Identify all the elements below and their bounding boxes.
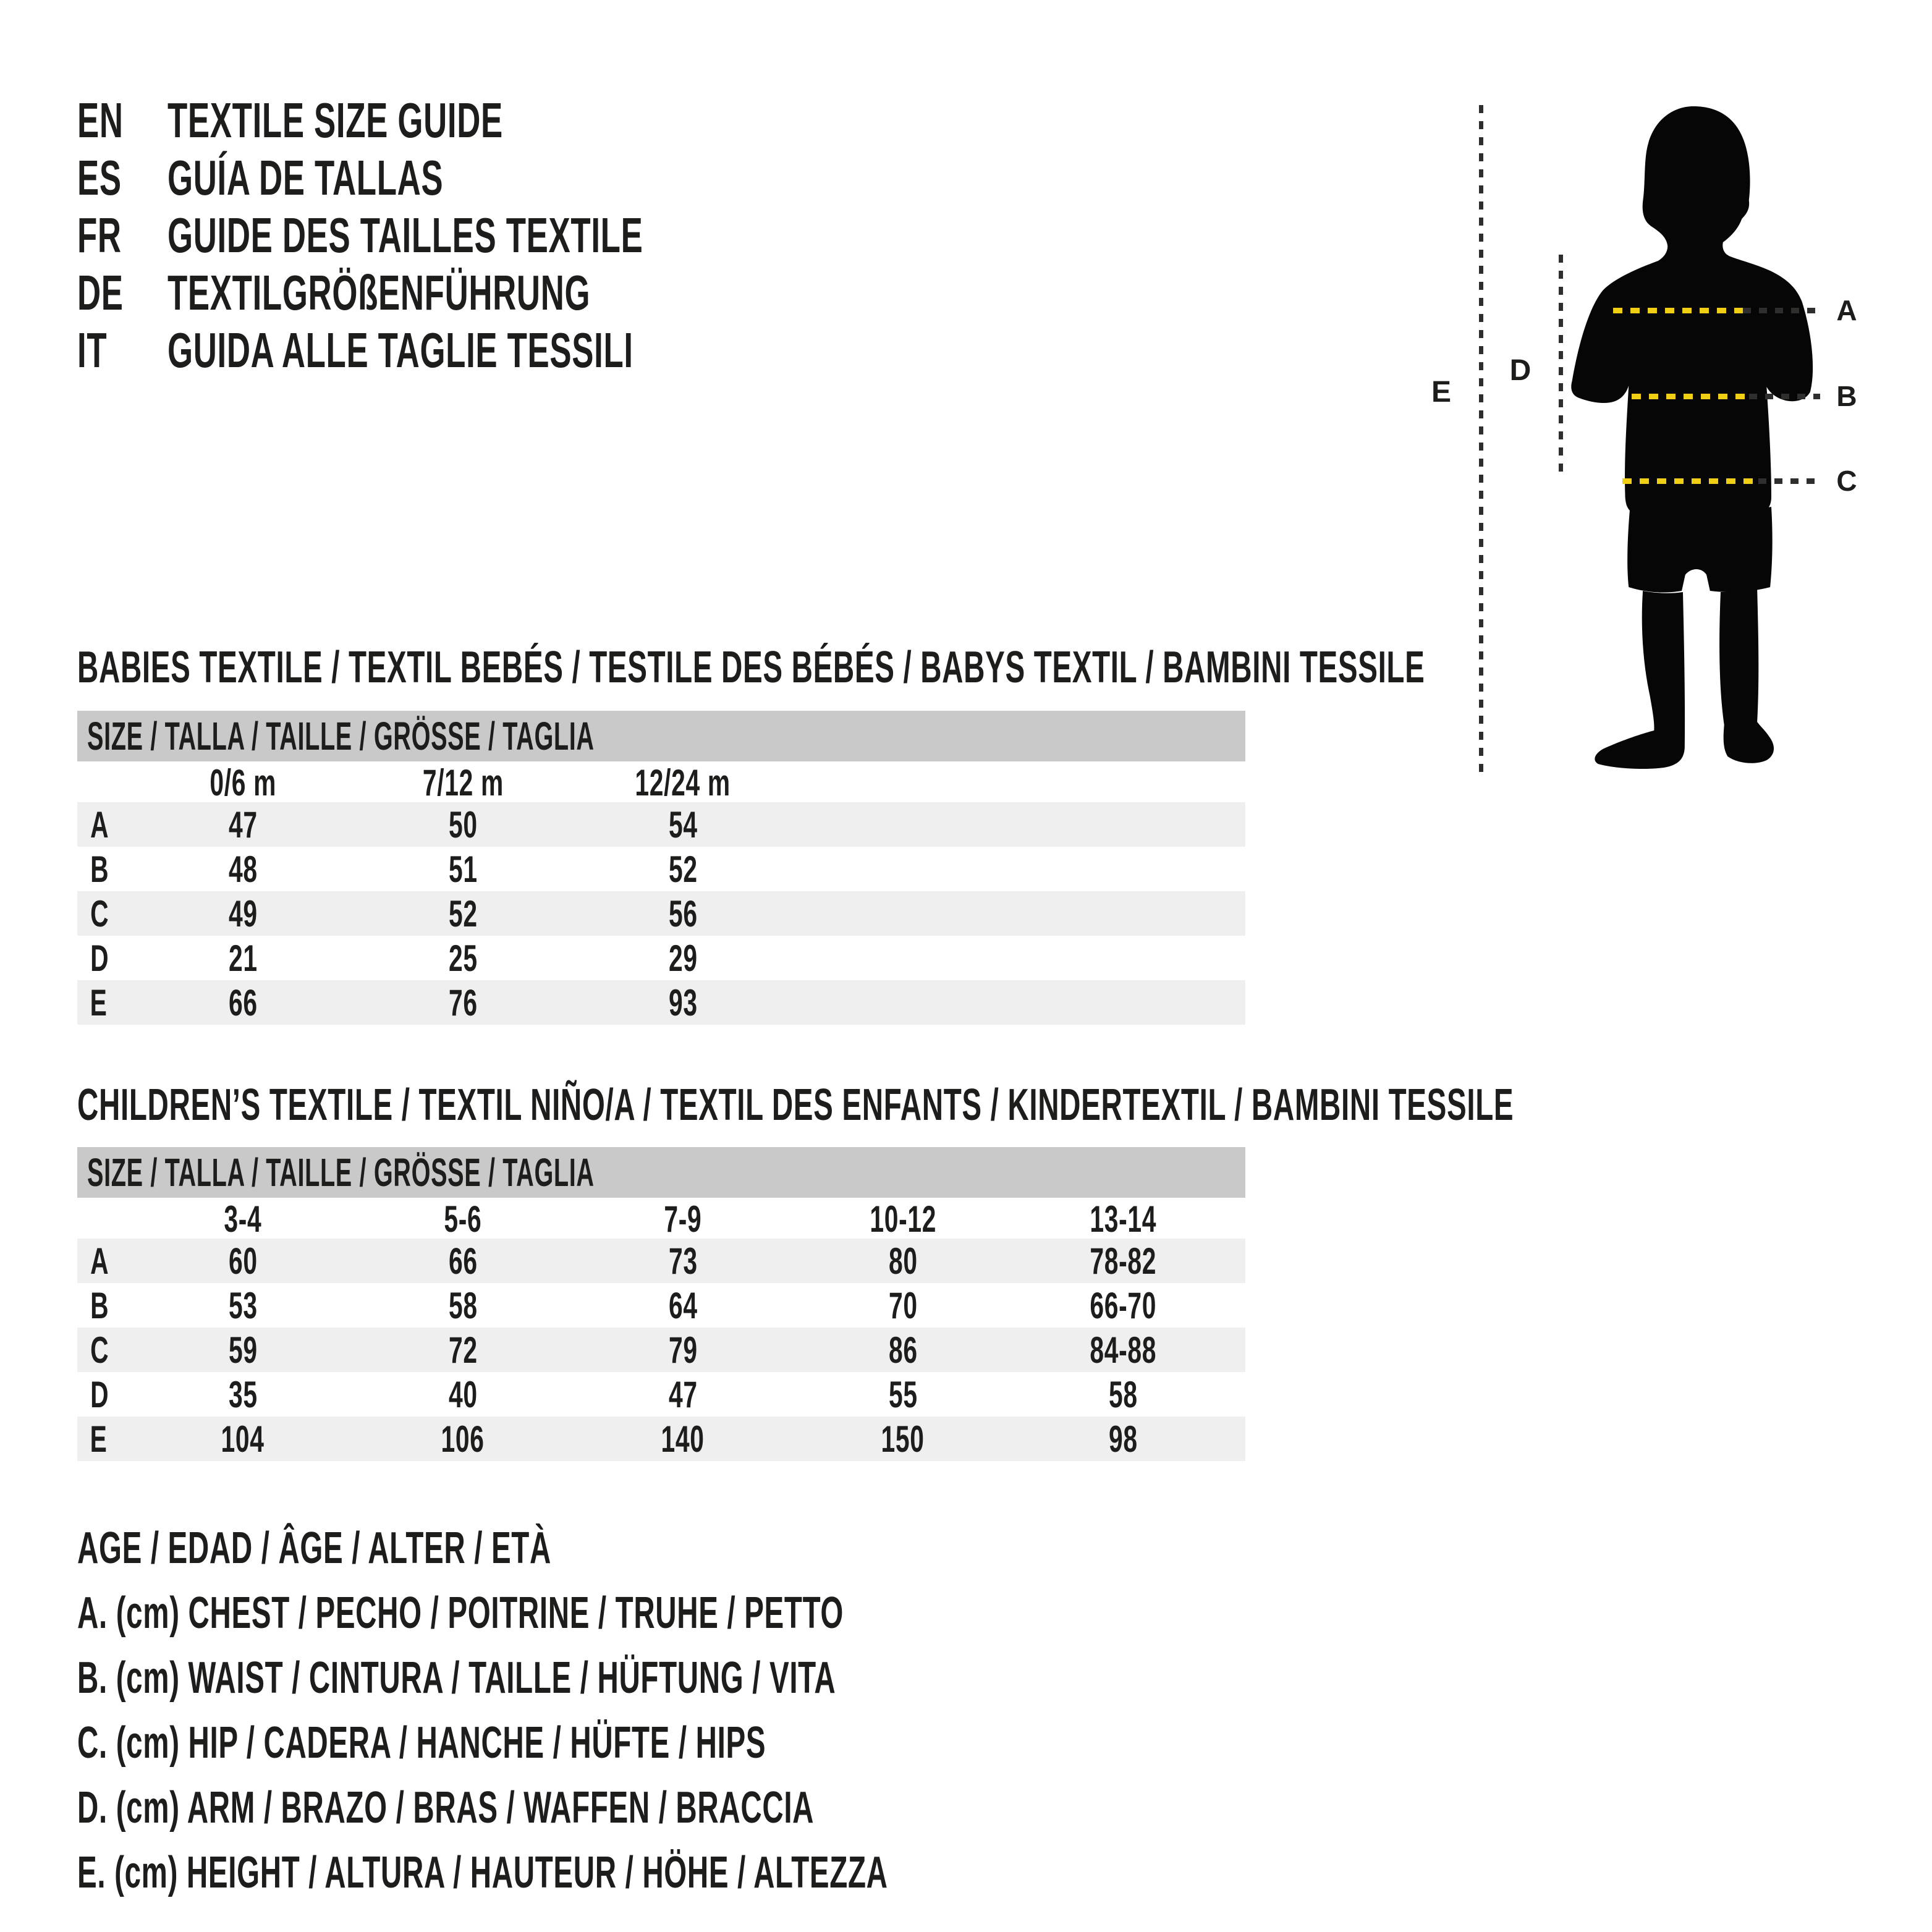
legend-arm: D. (cm) ARM / BRAZO / BRAS / WAFFEN / BRACCIA: [77, 1782, 815, 1832]
lang-row-es: [77, 149, 888, 206]
babies-table-header-bar: SIZE / TALLA / TAILLE / GRÖSSE / TAGLIA: [77, 711, 1245, 761]
measurement-legend: [77, 1515, 1305, 1905]
arm-measure-line: [1559, 255, 1563, 476]
lang-code-it: IT: [77, 322, 108, 378]
babies-column-headers: [77, 763, 1245, 802]
label-height-E: E: [1431, 376, 1451, 409]
lang-row-en: [77, 91, 888, 149]
hip-dash-yellow: [1622, 478, 1758, 484]
lang-row-it: [77, 321, 888, 379]
babies-col-2: 12/24 m: [635, 761, 731, 803]
children-size-table: [77, 1147, 1245, 1461]
title-fr: GUIDE DES TAILLES TEXTILE: [167, 207, 643, 263]
children-column-headers: [77, 1199, 1245, 1239]
children-section-title: CHILDREN’S TEXTILE / TEXTIL NIÑO/A / TEXTIL DES ENFANTS / KINDERTEXTIL / BAMBINI TESSILE: [77, 1080, 1514, 1130]
hip-dash-dark: [1758, 478, 1820, 484]
chest-dash-dark: [1743, 308, 1820, 313]
table-row: D 35 40 47 55 58: [90, 1373, 1138, 1415]
legend-chest: A. (cm) CHEST / PECHO / POITRINE / TRUHE / PETTO: [77, 1588, 844, 1638]
title-en: TEXTILE SIZE GUIDE: [167, 92, 503, 148]
legend-height: E. (cm) HEIGHT / ALTURA / HAUTEUR / HÖHE / ALTEZZA: [77, 1847, 888, 1897]
measurement-diagram: [1409, 87, 1932, 828]
language-title-block: [77, 91, 888, 379]
lang-code-es: ES: [77, 150, 122, 205]
table-row: D 21 25 29: [90, 937, 698, 979]
table-row: C 49 52 56: [77, 891, 1245, 936]
children-col-2: 7-9: [664, 1198, 702, 1240]
table-row: A 47 50 54: [77, 802, 1245, 847]
lang-row-fr: [77, 206, 888, 264]
children-col-4: 13-14: [1090, 1198, 1156, 1240]
title-de: TEXTILGRÖßENFÜHRUNG: [167, 265, 591, 320]
title-it: GUIDA ALLE TAGLIE TESSILI: [167, 322, 633, 378]
table-row: E 104 106 140 150 98: [77, 1417, 1245, 1461]
table-row: C 59 72 79 86 84-88: [77, 1328, 1245, 1372]
legend-age: AGE / EDAD / ÂGE / ALTER / ETÀ: [77, 1523, 551, 1573]
babies-col-0: 0/6 m: [210, 761, 276, 803]
lang-code-fr: FR: [77, 207, 122, 263]
chest-dash-yellow: [1613, 308, 1743, 313]
babies-section-title: BABIES TEXTILE / TEXTIL BEBÉS / TESTILE DES BÉBÉS / BABYS TEXTIL / BAMBINI TESSILE: [77, 643, 1425, 692]
babies-size-table: [77, 711, 1245, 1025]
children-col-3: 10-12: [870, 1198, 936, 1240]
label-chest-A: A: [1836, 294, 1857, 326]
title-es: GUÍA DE TALLAS: [167, 150, 444, 205]
waist-dash-dark: [1749, 394, 1820, 399]
label-hip-C: C: [1836, 465, 1857, 497]
table-row: B 53 58 64 70 66-70: [90, 1284, 1156, 1326]
label-waist-B: B: [1836, 380, 1857, 412]
legend-waist: B. (cm) WAIST / CINTURA / TAILLE / HÜFTUNG / VITA: [77, 1653, 836, 1703]
label-arm-D: D: [1509, 354, 1532, 387]
lang-code-en: EN: [77, 92, 124, 148]
waist-dash-yellow: [1632, 394, 1749, 399]
children-col-1: 5-6: [444, 1198, 482, 1240]
table-row: E 66 76 93: [77, 980, 1245, 1025]
legend-hip: C. (cm) HIP / CADERA / HANCHE / HÜFTE / HIPS: [77, 1718, 766, 1768]
table-row: A 60 66 73 80 78-82: [77, 1239, 1245, 1283]
children-table-header-bar: SIZE / TALLA / TAILLE / GRÖSSE / TAGLIA: [77, 1147, 1245, 1198]
children-col-0: 3-4: [224, 1198, 262, 1240]
lang-row-de: [77, 264, 888, 321]
babies-col-1: 7/12 m: [422, 761, 504, 803]
table-row: B 48 51 52: [90, 848, 698, 890]
lang-code-de: DE: [77, 265, 124, 320]
